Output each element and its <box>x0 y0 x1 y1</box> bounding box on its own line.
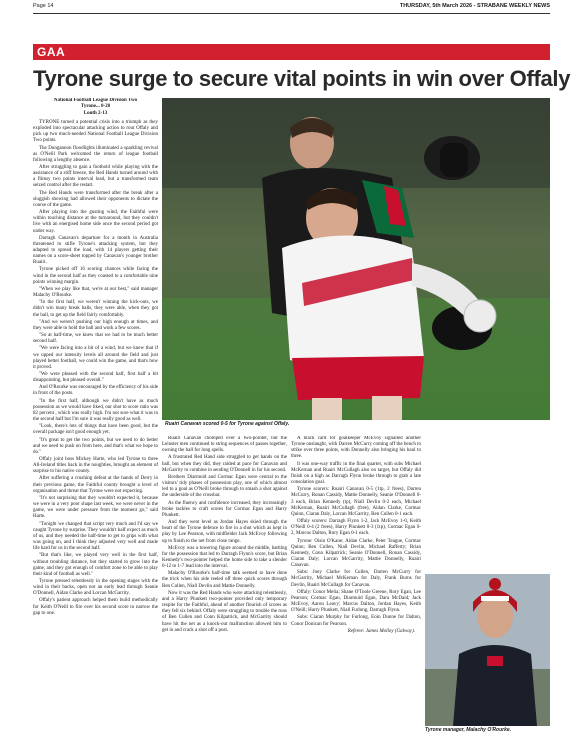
paragraph: Tyrone picked off 16 scoring chances while facing the wind in the second half as they coasted to a comfortable nine points winning margin. <box>33 267 158 285</box>
paragraph: Tyrone scorers: Ruairi Canavan 0-5 (1tp, 2 frees), Darren McCurry, Ronan Cassidy, Mattie Donnelly, Seanie O'Donnell 0-3 each, Brian Kennedy (tp), Niall Devlin 0-2 each, Michael McKernan, Ruairi McCullagh (free), Aidan Clarke, Cormac Quinn, Ciaran Daly, Lorcan McGarrity, Ben Cullen 0-1 each. <box>291 487 421 517</box>
section-banner <box>33 44 550 60</box>
paragraph: Brothers Diarmuid and Cormac Egan were central to the visitors' tidy phases of possession play, one of which almost led to a goal as O'Neill broke through to smash a shot against the underside of the crossbar. <box>162 474 287 499</box>
paragraph: Tyrone pressed relentlessly in the opening stages with the wind in their backs, open not an early lead through Seanie O'Donnell, Aidan Clarke and Lorcan McGarrity. <box>33 578 158 597</box>
page-number: Page 14 <box>33 3 54 9</box>
main-photo <box>162 98 550 420</box>
paragraph: "When we play like that, we're at our best," said manager Malachy O'Rourke. <box>33 286 158 299</box>
score-line-1: Tyrone... 0-28 <box>80 104 111 110</box>
section-label: GAA <box>37 45 66 59</box>
article-column-2 <box>162 436 287 734</box>
paragraph: TYRONE turned a potential crisis into a triumph as they exploded into spectacular attacking action to rout Offaly and pick up two much-needed National Football League Division Two points. <box>33 119 158 144</box>
paragraph: "So at half-time, we knew that we had to be much better second half. <box>33 333 158 345</box>
paragraph: "It's great to get the two points, but we need to do better and we need to push on from here, and that's what we hope to do." <box>33 437 158 455</box>
score-line-2: Louth 2-13 <box>83 110 108 116</box>
paragraph: "Tonight we changed that script very much and I'd say we caught Tyrone by surprise. They wouldn't half expect as much of us, and they needed the half-time to get to grips with what was going on, and I think they adjusted very well and made life hard for us in the second half. <box>33 521 158 552</box>
page-folio <box>33 3 550 13</box>
results-box <box>33 98 158 117</box>
paragraph: "In the first half, we weren't winning the kick-outs, we didn't win many break balls, they were able, when they got the ball, to get up the field fairly comfortably. <box>33 300 158 318</box>
paragraph: Offaly joint boss Mickey Harte, who led Tyrone to three All-Ireland titles back in the noughties, brought an element of surprise to his native county. <box>33 457 158 475</box>
paragraph: Ruairi Canavan chomped over a two-pointer, but the Leinster men continued to string sequences of passes together, owning the ball for long spells. <box>162 436 287 454</box>
paragraph: After suffering a crushing defeat at the hands of Derry in their previous game, the Faithful county brought a level of organisation and threat that Tyrone were not expecting. <box>33 476 158 494</box>
paragraph: Subs: Joey Clarke for Cullen, Darren McCurry for McGarrity, Michael McKernan for Daly, Frank Burns for Devlin, Ruairi McCullagh for Canavan. <box>291 570 421 588</box>
main-photo-caption: Ruairi Canavan scored 0-5 for Tyrone against Offaly. <box>165 421 290 427</box>
manager-photo-caption: Tyrone manager, Malachy O'Rourke. <box>425 727 512 733</box>
headline: Tyrone surge to secure vital points in win over Offaly <box>33 66 571 91</box>
paragraph: "Look, there's lots of things that have been good, but the overall package isn't good enough yet. <box>33 424 158 436</box>
paragraph: "We were facing into a bit of a wind, but we knew that if we upped our intensity levels all around the field and just played better football, we could win the game, and that's how it proved. <box>33 346 158 370</box>
manager-photo-illustration <box>425 574 550 726</box>
paragraph: After struggling to gain a foothold while playing with the assistance of a stiff breeze, the Red Hands turned around with a flimsy two points interval lead, but a transformed team seized control after the restart. <box>33 164 158 189</box>
paragraph: A black card for goalkeeper McEvoy signalled another Tyrone onslaught, with Darren McCurry coming off the bench to strike over three points, with Donnelly also bringing his haul to three. <box>291 436 421 460</box>
paragraph: And they went level as Jordan Hayes skied through the heart of the Tyrone defence to fire in a shot which as kept in play by Lee Pearson, with midfielder Jack McEvoy following up to finish to the net from close range. <box>162 520 287 544</box>
paragraph: Subs: Ciaran Murphy for Furlong, Eoin Dunne for Dalton, Conor Donican for Pearson. <box>291 615 421 627</box>
paragraph: Darragh Canavan's departure for a month in Australia threatened to stifle Tyrone's attacking system, but they adapted to spread the load, with 14 players getting their names on a score-sheet topped by Canavan's younger brother Ruairi. <box>33 235 158 266</box>
article-column-3 <box>291 436 421 734</box>
paragraph: "It's not surprising that they wouldn't expected it, because we were in a very poor shape last week, we were never in the game, we were under pressure from the moment go," said Harte. <box>33 495 158 520</box>
paragraph: Offaly scorers: Darragh Flynn 1-2, Jack McEvoy 1-0, Keith O'Neill 0-4 (2 frees), Harry Plunkett 0-3 (1tp), Cormac Egan 0-2, Marcus Dalton, Rory Egan 0-1 each. <box>291 519 421 537</box>
referee-line: Referee: James Molloy (Galway). <box>347 628 415 634</box>
paragraph: Tyrone: Oisin O'Kane; Aidan Clarke, Peter Teague, Cormac Quinn; Ben Cullen, Niall Devlin, Michael Rafferty; Brian Kennedy, Conn Kilpatrick; Seanie O'Donnell, Ronan Cassidy, Ciaran Daly; Lorcan McGarrity, Mattie Donnelly, Ruairi Canavan. <box>291 538 421 569</box>
action-photo-illustration <box>162 98 550 420</box>
paragraph: "We were pleased with the second half, first half a bit disappointing, but pleased overall." <box>33 371 158 384</box>
paragraph: "In the first half, although we didn't have as much possession as we would have liked, our shot to score ratio was 82 percent , which was really high. I'm not sure what it was in the second half but I'm sure it was really good as well. <box>33 398 158 423</box>
paragraph: Now it was the Red Hands who were attacking relentlessly, and a Harry Plunkett two-pointer provided only temporary respite for the Faithful, ahead of another flourish of scores as they fell six behind. Offaly were struggling to trouble the runs of Ben Cullen and Conn Kilpatrick, and McGarrity should have hit the net as a knock-out malfunction allowed him to get in and crack a shot off a post. <box>162 590 287 633</box>
folio-rule <box>33 13 550 14</box>
paragraph: It was one-way traffic in the final quarter, with subs Michael McKernan and Ruairi McCullagh also on target, but Offaly did finish on a high as Darragh Flynn broke through to grab a late consolation goal. <box>291 461 421 486</box>
paragraph: "And we weren't pushing our high enough at times, and they were able to hold the ball and work a few scores. <box>33 319 158 331</box>
paragraph: McEvoy was a towering figure around the middle, battling for the possession that led to Darragh Flynn's score, but Brian Kennedy's two-pointer helped the home side to take a slender 0-12 to 1-7 lead into the interval. <box>162 545 287 570</box>
paragraph: "But that's like, we played very well in the first half, without troubling distance, but they started to grow into the game, and they got enough of comfort zone to be able to play their kind of football as well." <box>33 553 158 577</box>
paragraph: And O'Rourke was encouraged by the efficiency of his side in front of the posts. <box>33 385 158 397</box>
article-column-4 <box>425 436 550 570</box>
manager-photo <box>425 574 550 726</box>
paragraph: As the fluency and confidence increased, they increasingly broke tackles to craft scores for Cormac Egan and Harry Plunkett. <box>162 500 287 518</box>
competition-name: National Football League Division Two <box>53 98 138 103</box>
paragraph: Offaly: Conor Melia; Shane O'Toole Greene, Rory Egan, Lee Pearson; Cormac Egan, Diarmuid Egan, Dara McDaid; Jack McEvoy, Aaron Leavy; Marcus Dalton, Jordan Hayes, Keith O'Neill; Harry Plunkett, Niall Furlong, Darragh Flynn. <box>291 589 421 614</box>
article-column-1 <box>33 98 158 734</box>
paragraph: The Dungannon floodlights illuminated a sparkling revival as O'Neill Park welcomed the return of league football following a lengthy absence. <box>33 145 158 163</box>
issue-date: THURSDAY, 5th March 2026 - STRABANE WEEKLY NEWS <box>399 3 550 9</box>
paragraph: The Red Hands were transformed after the break after a sluggish showing had allowed their opponents to dictate the course of the game. <box>33 190 158 208</box>
paragraph: Offaly's patient approach helped them build methodically for Keith O'Neill to fire over his second score to narrow the gap to one. <box>33 598 158 616</box>
paragraph: A frustrated Red Hand side struggled to get hands on the ball, but when they did, they raided at pace for Canavan and McGarrity to combine in sending O'Donnell in for his second. <box>162 455 287 473</box>
paragraph: After playing into the gusting wind, the Faithful were within touching distance at the turnaround, but they couldn't live with an energised home side once the second period got under way. <box>33 210 158 234</box>
paragraph: Malachy O'Rourke's half-time talk seemed to have done the trick when his side reeled off three quick scores through Ben Cullen, Niall Devlin and Mattie Donnelly. <box>162 571 287 589</box>
